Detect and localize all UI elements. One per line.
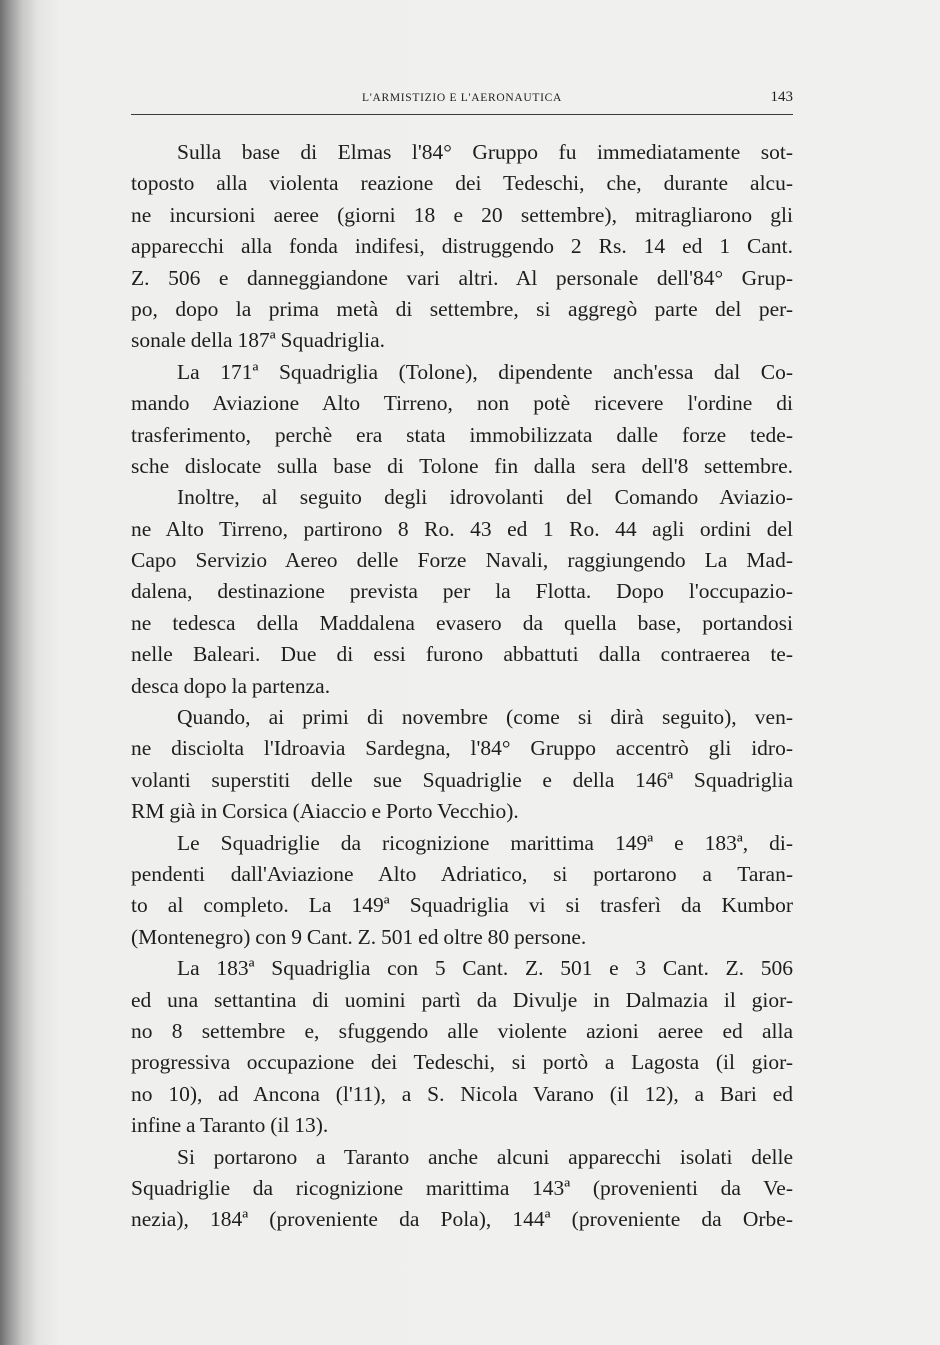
text-line: trasferimento, perchè era stata immobilizzata dalle forze tede-	[131, 422, 793, 447]
text-line: po, dopo la prima metà di settembre, si aggregò parte del per-	[131, 296, 793, 321]
text-line: nezia), 184ª (proveniente da Pola), 144ª (proveniente da Orbe-	[131, 1207, 793, 1232]
text-line: Si portarono a Taranto anche alcuni apparecchi isolati delle	[177, 1144, 793, 1169]
page-header	[131, 88, 793, 115]
running-title: L'ARMISTIZIO E L'AERONAUTICA	[361, 92, 563, 104]
text-line: ne disciolta l'Idroavia Sardegna, l'84° Gruppo accentrò gli idro-	[131, 736, 793, 761]
text-line: desca dopo la partenza.	[131, 673, 331, 698]
text-line: sonale della 187ª Squadriglia.	[131, 328, 386, 353]
text-line: volanti superstiti delle sue Squadriglie e della 146ª Squadriglia	[131, 767, 793, 792]
text-line: infine a Taranto (il 13).	[131, 1113, 329, 1138]
text-line: ne tedesca della Maddalena evasero da quella base, portandosi	[131, 610, 793, 635]
text-line: (Montenegro) con 9 Cant. Z. 501 ed oltre 80 persone.	[131, 924, 587, 949]
text-line: no 8 settembre e, sfuggendo alle violente azioni aeree ed alla	[131, 1018, 793, 1043]
text-line: La 183ª Squadriglia con 5 Cant. Z. 501 e 3 Cant. Z. 506	[177, 956, 793, 981]
page-number: 143	[770, 89, 793, 105]
text-line: progressiva occupazione dei Tedeschi, si portò a Lagosta (il gior-	[131, 1050, 793, 1075]
text-line: Squadriglie da ricognizione marittima 143ª (provenienti da Ve-	[131, 1175, 793, 1200]
text-line: Capo Servizio Aereo delle Forze Navali, raggiungendo La Mad-	[131, 548, 793, 573]
text-line: mando Aviazione Alto Tirreno, non potè ricevere l'ordine di	[131, 391, 793, 416]
text-line: nelle Baleari. Due di essi furono abbattuti dalla contraerea te-	[131, 642, 793, 667]
text-line: ne Alto Tirreno, partirono 8 Ro. 43 ed 1 Ro. 44 agli ordini del	[131, 516, 793, 541]
body-text	[131, 137, 793, 1236]
text-line: to al completo. La 149ª Squadriglia vi si trasferì da Kumbor	[131, 893, 793, 918]
text-line: Inoltre, al seguito degli idrovolanti del Comando Aviazio-	[177, 485, 793, 510]
text-line: La 171ª Squadriglia (Tolone), dipendente anch'essa dal Co-	[177, 359, 793, 384]
text-line: Quando, ai primi di novembre (come si dirà seguito), ven-	[177, 705, 793, 730]
text-line: no 10), ad Ancona (l'11), a S. Nicola Varano (il 12), a Bari ed	[131, 1081, 793, 1106]
text-line: dalena, destinazione prevista per la Flotta. Dopo l'occupazio-	[131, 579, 793, 604]
text-line: Sulla base di Elmas l'84° Gruppo fu immediatamente sot-	[177, 140, 793, 164]
text-line: sche dislocate sulla base di Tolone fin dalla sera dell'8 settembre.	[131, 453, 793, 478]
text-line: Z. 506 e danneggiandone vari altri. Al personale dell'84° Grup-	[131, 265, 793, 290]
text-line: RM già in Corsica (Aiaccio e Porto Vecchio).	[131, 799, 519, 824]
text-line: Le Squadriglie da ricognizione marittima 149ª e 183ª, di-	[177, 830, 793, 855]
text-line: ed una settantina di uomini partì da Divulje in Dalmazia il gior-	[131, 987, 793, 1012]
text-line: apparecchi alla fonda indifesi, distruggendo 2 Rs. 14 ed 1 Cant.	[131, 234, 793, 259]
text-line: toposto alla violenta reazione dei Tedeschi, che, durante alcu-	[131, 171, 793, 196]
text-line: ne incursioni aeree (giorni 18 e 20 settembre), mitragliarono gli	[131, 202, 793, 227]
text-line: pendenti dall'Aviazione Alto Adriatico, si portarono a Taran-	[131, 861, 793, 886]
